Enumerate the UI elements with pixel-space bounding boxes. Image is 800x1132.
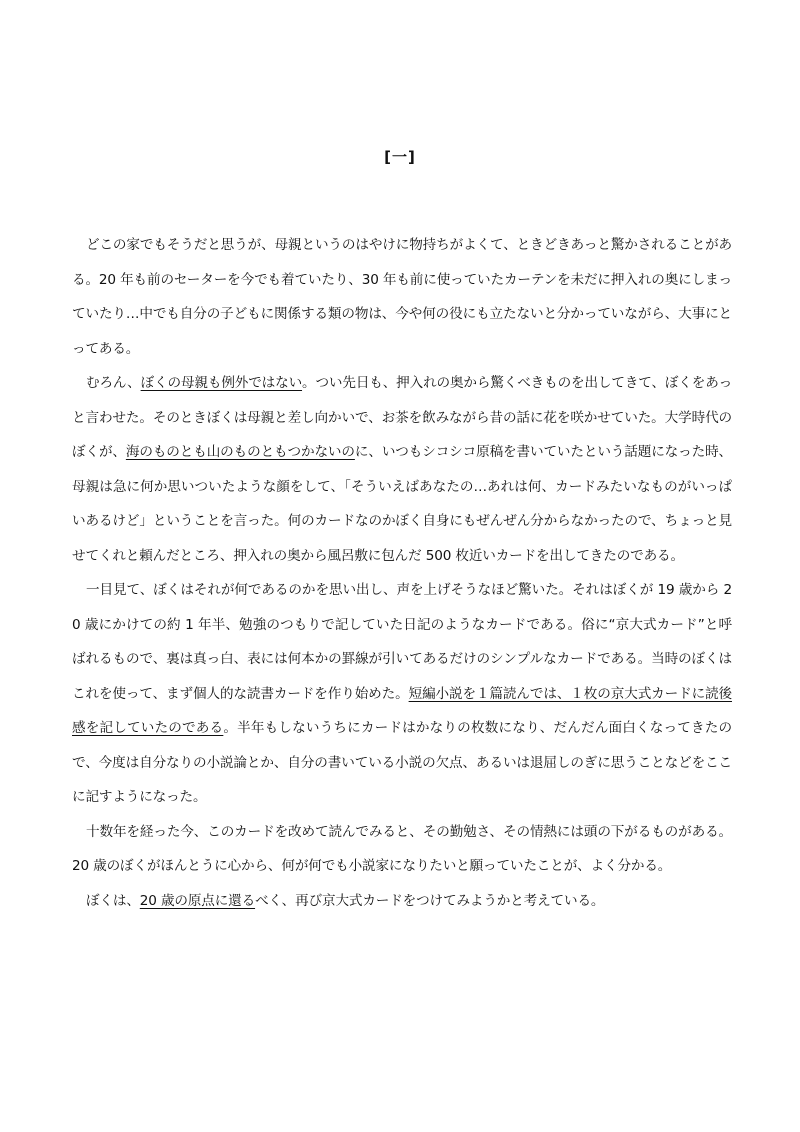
- underlined-phrase: 20 歳の原点に還る: [139, 892, 256, 909]
- paragraph-text: ぼくは、: [86, 892, 140, 909]
- paragraph-4: [72, 815, 732, 884]
- paragraph-text: 。半年もしないうちにカードはかなりの枚数になり、だんだん面白くなってきたので、今度は自分なりの小説論とか、自分の書いている小説の欠点、あるいは退屈しのぎに思うことなどをここに記すようになった。: [72, 720, 732, 805]
- paragraph-text: むろん、: [86, 375, 141, 391]
- paragraph-text: 十数年を経った今、このカードを改めて読んでみると、その勤勉さ、その情熱には頭の下がるものがある。20 歳のぼくがほんとうに心から、何が何でも小説家になりたいと願っていたことが、よく分かる。: [72, 823, 732, 874]
- body-text: [72, 228, 732, 918]
- section-title: [一]: [384, 148, 416, 166]
- paragraph-2: [72, 366, 732, 573]
- underlined-phrase: ぼくの母親も例外ではない: [140, 375, 303, 391]
- paragraph-text: 。つい先日も、押入れの奥から驚くべきものを出してきて、ぼくをあっと言わせた。そのときぼくは母親と差し向かいで、お茶を飲みながら昔の話に花を咲かせていた。大学時代のぼくが、: [72, 375, 733, 460]
- paragraph-text: に、いつもシコシコ原稿を書いていたという話題になった時、母親は急に何か思いついたような顔をして、「そういえばあなたの…あれは何、カードみたいなものがいっぱいあるけど」ということを言った。何のカードなのかぼく自身にもぜんぜん分からなかったので、ちょっと見せてくれと頼んだところ、押入れの奥から風呂敷に包んだ 500 枚近いカードを出してきたのである。: [72, 444, 732, 564]
- paragraph-text: 一目見て、ぼくはそれが何であるのかを思い出し、声を上げそうなほど驚いた。それはぼくが 19 歳から 20 歳にかけての約 1 年半、勉強のつもりで記していた日記のようなカードである。俗に“京大式カード”と呼ばれるもので、裏は真っ白、表には何本かの罫線が引いてあるだけのシンプルなカードである。当時のぼくはこれを使って、まず個人的な読書カードを作り始めた。: [72, 582, 732, 702]
- paragraph-text: どこの家でもそうだと思うが、母親というのはやけに物持ちがよくて、ときどきあっと驚かされることがある。20 年も前のセーターを今でも着ていたり、30 年も前に使っていたカーテンを未だに押入れの奥にしまっていたり…中でも自分の子どもに関係する類の物は、今や何の役にも立たないと分かっていながら、大事にとってある。: [72, 237, 732, 357]
- paragraph-5: [72, 884, 732, 919]
- paragraph-text: べく、再び京大式カードをつけてみようかと考えている。: [255, 892, 605, 909]
- paragraph-1: [72, 228, 732, 366]
- underlined-phrase: 海のものとも山のものともつかないの: [125, 444, 355, 460]
- underlined-phrase: 短編小説を１篇読んでは、１枚の京大式カードに読後感を記していたのである: [72, 685, 732, 736]
- paragraph-3: [72, 573, 732, 815]
